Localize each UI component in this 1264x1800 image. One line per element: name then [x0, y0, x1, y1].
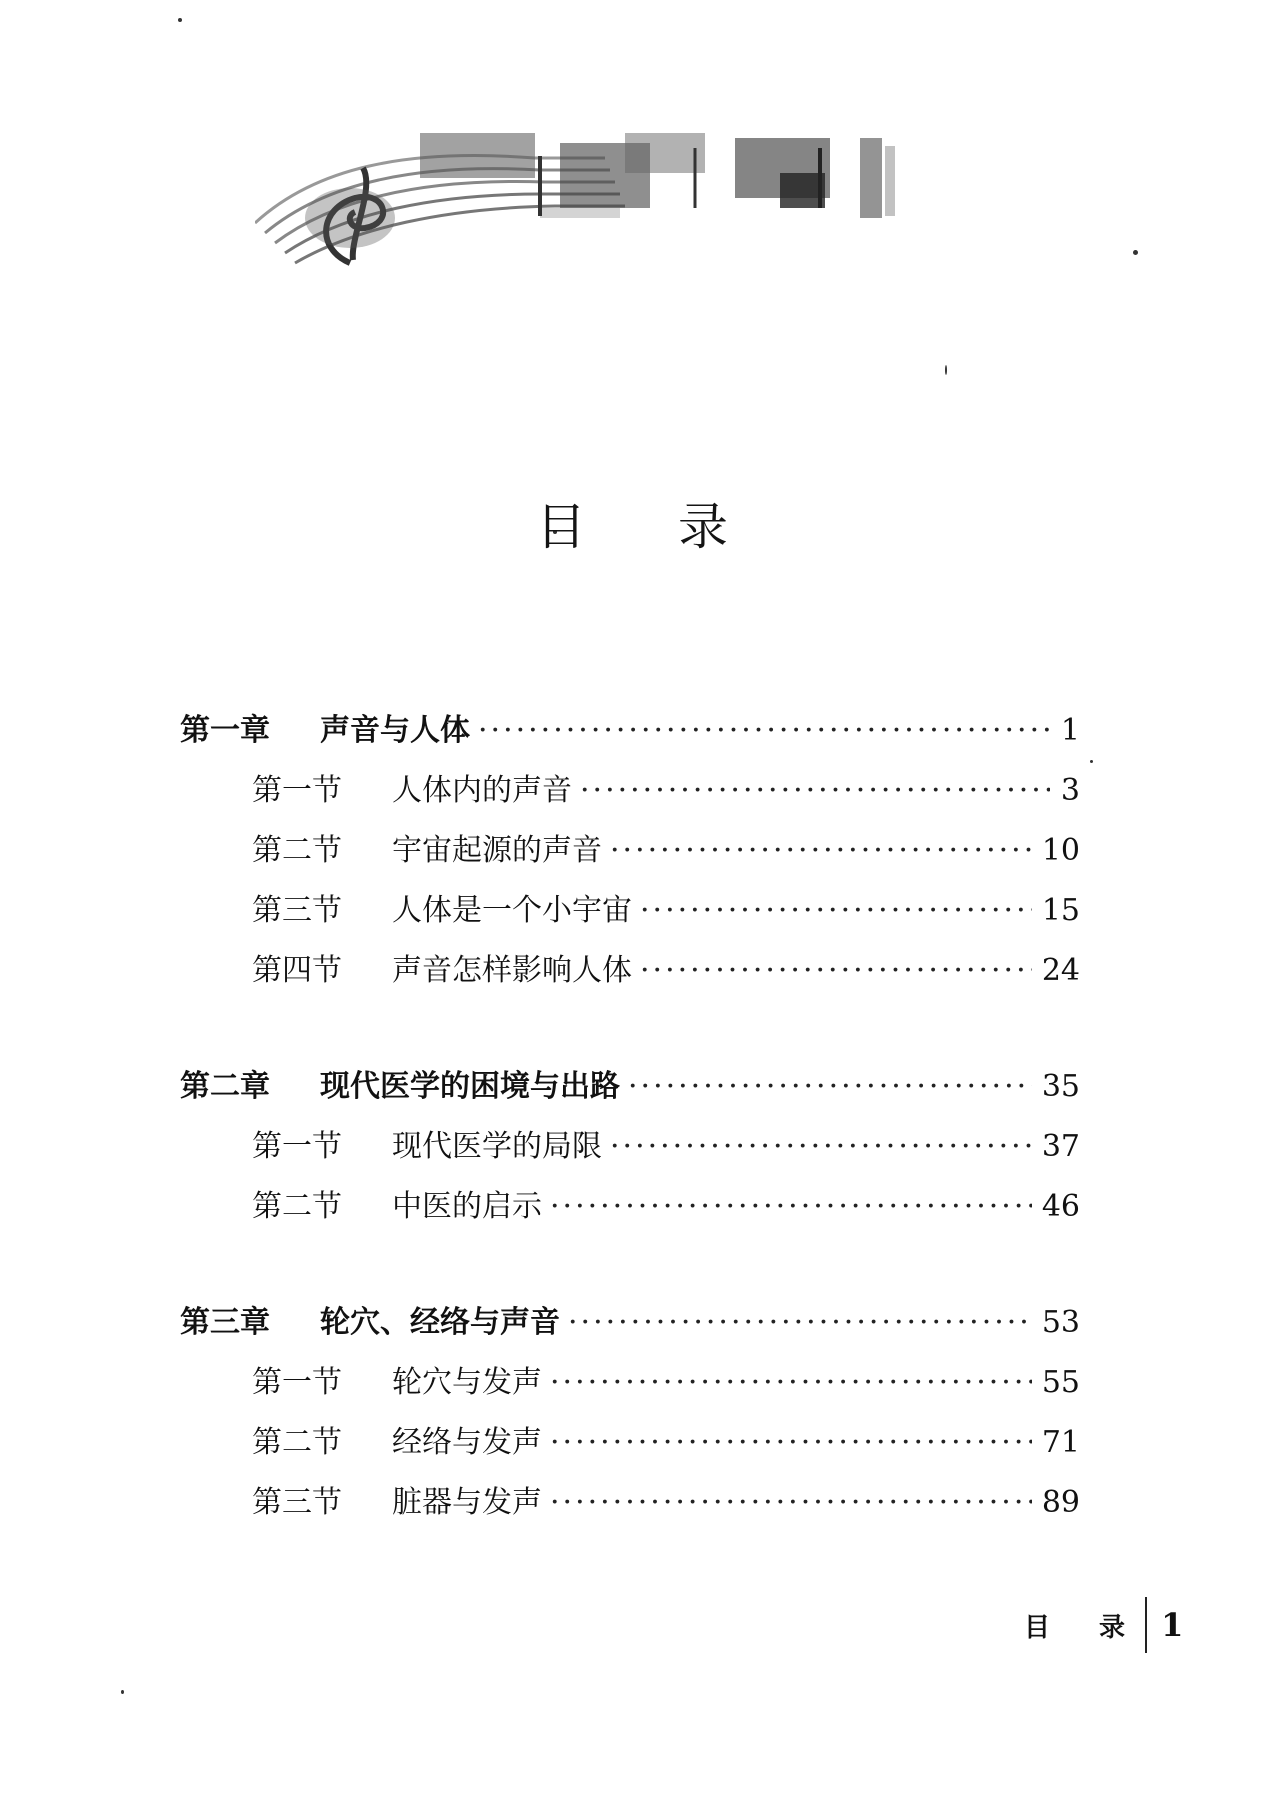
dot-leader [628, 1069, 1032, 1104]
page-number: 89 [1041, 1485, 1080, 1520]
page-number: 3 [1060, 773, 1080, 808]
dot-leader [550, 1365, 1032, 1400]
section-title: 宇宙起源的声音 [392, 833, 602, 868]
page-number: 55 [1041, 1365, 1080, 1400]
toc-entry-section[interactable] [180, 825, 1080, 885]
toc-entry-section[interactable] [180, 1357, 1080, 1417]
dot-leader [610, 833, 1032, 868]
folio-page-number: 1 [1161, 1606, 1184, 1644]
scan-speck [945, 365, 947, 375]
page-number: 53 [1041, 1305, 1080, 1340]
section-label: 第二节 [252, 1189, 342, 1224]
page-number: 71 [1041, 1425, 1080, 1460]
toc-entry-section[interactable] [180, 765, 1080, 825]
section-title: 轮穴与发声 [392, 1365, 542, 1400]
section-title: 中医的启示 [392, 1189, 542, 1224]
toc-entry-section[interactable] [180, 1477, 1080, 1537]
scan-speck [1090, 760, 1093, 763]
dot-leader [610, 1129, 1032, 1164]
section-title: 现代医学的局限 [392, 1129, 602, 1164]
section-title: 人体内的声音 [392, 773, 572, 808]
section-label: 第二节 [252, 1425, 342, 1460]
page-number: 35 [1041, 1069, 1080, 1104]
chapter-2 [180, 1061, 1080, 1241]
dot-leader [550, 1189, 1032, 1224]
page-number: 46 [1041, 1189, 1080, 1224]
toc-entry-section[interactable] [180, 885, 1080, 945]
toc-entry-chapter-1[interactable] [180, 705, 1080, 765]
section-label: 第二节 [252, 833, 342, 868]
toc-title: 目 录 [536, 498, 766, 556]
chapter-1 [180, 705, 1080, 1005]
page-number: 24 [1041, 953, 1080, 988]
footer-divider [1145, 1597, 1147, 1653]
section-label: 第三节 [252, 893, 342, 928]
scan-speck [121, 1690, 124, 1694]
toc-entry-chapter-3[interactable] [180, 1297, 1080, 1357]
chapter-label: 第三章 [180, 1305, 270, 1340]
section-label: 第三节 [252, 1485, 342, 1520]
scan-speck [178, 18, 182, 22]
page-number: 1 [1060, 713, 1080, 748]
chapter-3 [180, 1297, 1080, 1537]
dot-leader [568, 1305, 1032, 1340]
section-label: 第一节 [252, 773, 342, 808]
toc-entry-section[interactable] [180, 1417, 1080, 1477]
section-label: 第一节 [252, 1365, 342, 1400]
page-footer [1024, 1595, 1183, 1655]
running-header-label: 目 录 [1024, 1612, 1146, 1643]
chapter-title: 现代医学的困境与出路 [320, 1069, 620, 1104]
page-number: 10 [1041, 833, 1080, 868]
page-number: 37 [1041, 1129, 1080, 1164]
table-of-contents [180, 705, 1080, 1593]
chapter-label: 第一章 [180, 713, 270, 748]
section-label: 第一节 [252, 1129, 342, 1164]
dot-leader [580, 773, 1050, 808]
toc-entry-section[interactable] [180, 1121, 1080, 1181]
scan-speck [1133, 250, 1138, 255]
toc-entry-chapter-2[interactable] [180, 1061, 1080, 1121]
chapter-label: 第二章 [180, 1069, 270, 1104]
section-title: 声音怎样影响人体 [392, 953, 632, 988]
dot-leader [640, 953, 1032, 988]
section-title: 人体是一个小宇宙 [392, 893, 632, 928]
toc-entry-section[interactable] [180, 1181, 1080, 1241]
section-title: 脏器与发声 [392, 1485, 542, 1520]
dot-leader [640, 893, 1032, 928]
section-title: 经络与发声 [392, 1425, 542, 1460]
chapter-title: 轮穴、经络与声音 [320, 1305, 560, 1340]
chapter-title: 声音与人体 [320, 713, 470, 748]
music-staff-ornament [255, 128, 1000, 268]
dot-leader [478, 713, 1050, 748]
page-number: 15 [1041, 893, 1080, 928]
toc-entry-section[interactable] [180, 945, 1080, 1005]
section-label: 第四节 [252, 953, 342, 988]
dot-leader [550, 1425, 1032, 1460]
dot-leader [550, 1485, 1032, 1520]
